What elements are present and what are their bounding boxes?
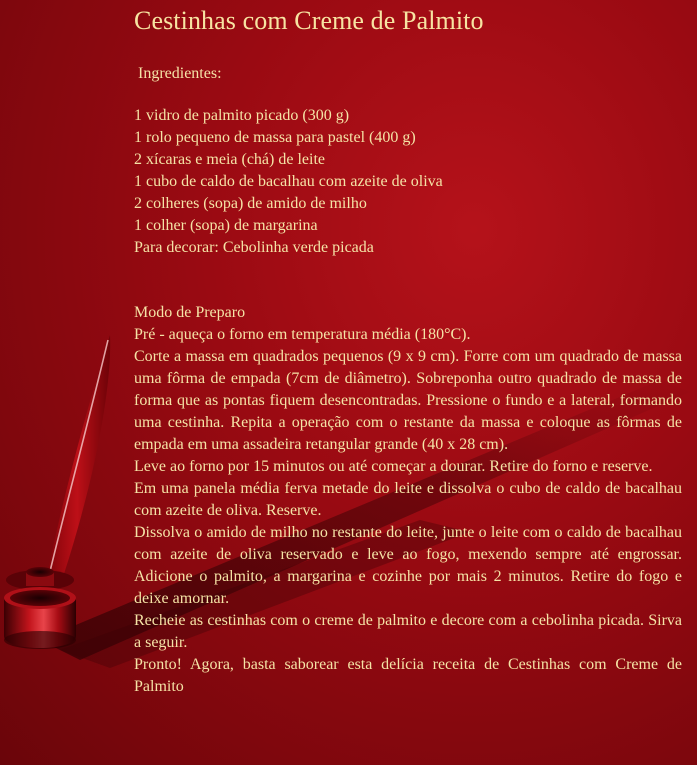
ingredient-item: Para decorar: Cebolinha verde picada bbox=[134, 239, 374, 256]
recipe-title: Cestinhas com Creme de Palmito bbox=[134, 6, 484, 35]
method-step: Corte a massa em quadrados pequenos (9 x 9 cm). Forre com um quadrado de massa uma fôrma de empada (7cm de diâmetro). Sobreponha outro quadrado de massa de forma que as pontas fiquem desencontradas. Pressione o fundo e a lateral, formando uma cestinha. Repita a operação com o restante da massa e coloque as fôrmas de empada em uma assadeira retangular grande (40 x 28 cm). bbox=[134, 348, 682, 453]
method-step: Em uma panela média ferva metade do leite e dissolva o cubo de caldo de bacalhau com azeite de oliva. Reserve. bbox=[134, 480, 682, 519]
method-steps bbox=[134, 324, 682, 698]
ingredient-item: 1 colher (sopa) de margarina bbox=[134, 217, 318, 234]
method-step: Recheie as cestinhas com o creme de palmito e decore com a cebolinha picada. Sirva a seguir. bbox=[134, 612, 682, 651]
ingredients-heading: Ingredientes: bbox=[138, 65, 222, 82]
method-step: Pronto! Agora, basta saborear esta delícia receita de Cestinhas com Creme de Palmito bbox=[134, 656, 682, 695]
method-step: Leve ao forno por 15 minutos ou até começar a dourar. Retire do forno e reserve. bbox=[134, 458, 653, 475]
method-heading: Modo de Preparo bbox=[134, 304, 246, 321]
ingredient-item: 2 colheres (sopa) de amido de milho bbox=[134, 195, 367, 212]
method-step: Pré - aqueça o forno em temperatura média (180°C). bbox=[134, 326, 471, 343]
method-step: Dissolva o amido de milho no restante do leite, junte o leite com o caldo de bacalhau com azeite de oliva reservado e leve ao fogo, mexendo sempre até engrossar. Adicione o palmito, a margarina e cozinhe por mais 2 minutos. Retire do fogo e deixe amornar. bbox=[134, 524, 682, 607]
ingredient-item: 2 xícaras e meia (chá) de leite bbox=[134, 151, 325, 168]
ingredient-item: 1 rolo pequeno de massa para pastel (400 g) bbox=[134, 129, 416, 146]
ingredients-list bbox=[134, 105, 682, 259]
ingredient-item: 1 cubo de caldo de bacalhau com azeite de oliva bbox=[134, 173, 443, 190]
ingredient-item: 1 vidro de palmito picado (300 g) bbox=[134, 107, 350, 124]
recipe-content bbox=[134, 0, 682, 698]
